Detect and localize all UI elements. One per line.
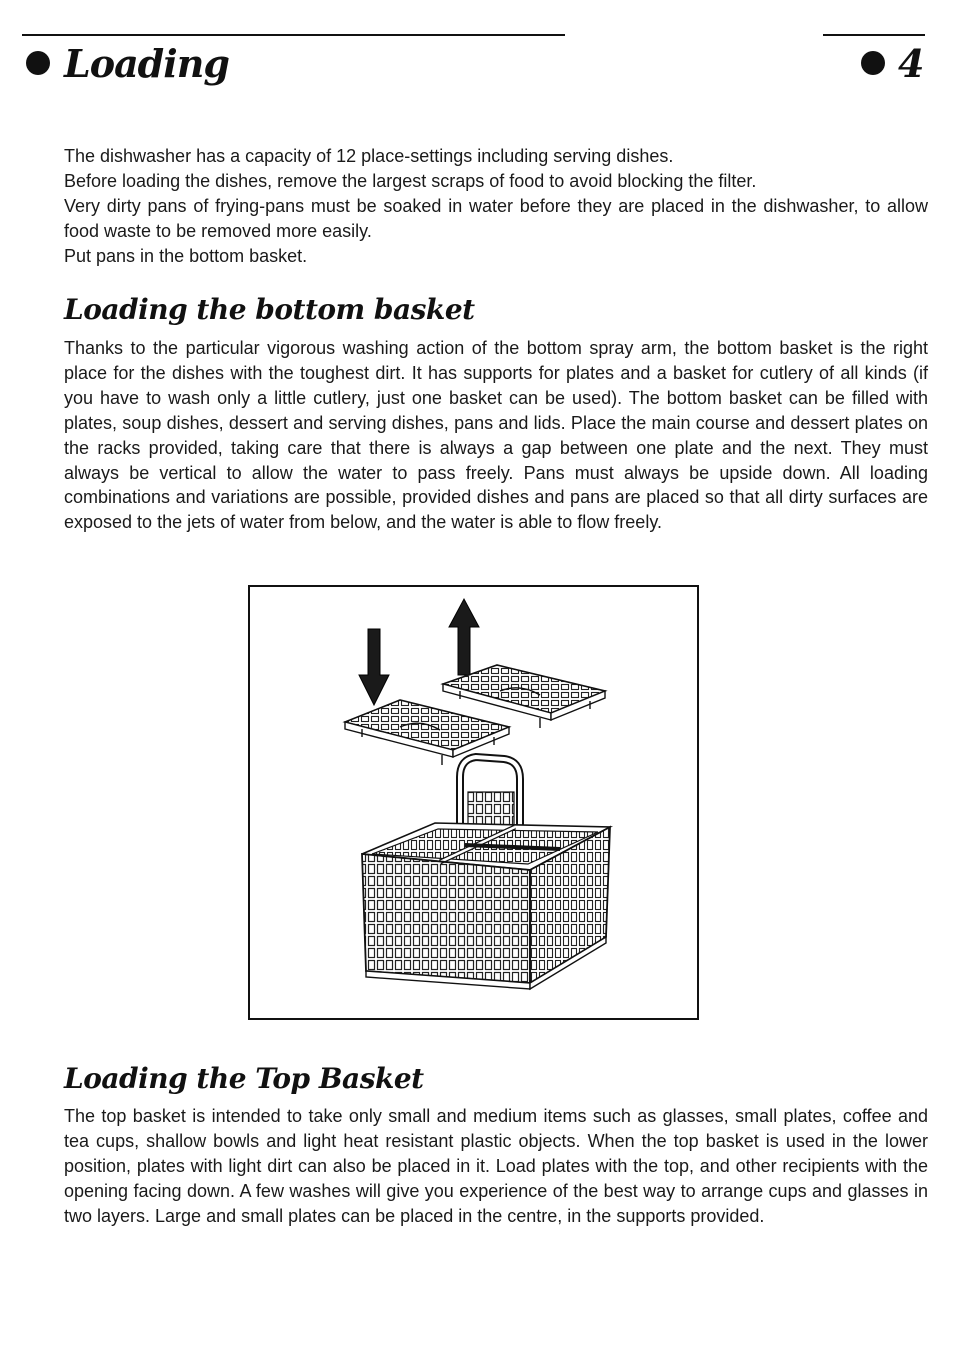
intro-paragraph: Before loading the dishes, remove the largest scraps of food to avoid blocking the filter. <box>64 171 757 191</box>
intro-paragraph: The dishwasher has a capacity of 12 place-settings including serving dishes. <box>64 146 674 166</box>
header-rule-left <box>22 34 565 36</box>
section-heading-bottom-basket: Loading the bottom basket <box>64 293 475 326</box>
intro-paragraph: Very dirty pans of frying-pans must be soaked in water before they are placed in the dishwasher, to allow food waste to be removed more easily. <box>64 196 928 241</box>
section-heading-top-basket: Loading the Top Basket <box>64 1062 424 1095</box>
cutlery-basket-illustration <box>250 587 697 1018</box>
header-bullet-right <box>861 51 885 75</box>
cutlery-basket-figure <box>248 585 699 1020</box>
intro-section <box>64 144 928 269</box>
intro-paragraph: Put pans in the bottom basket. <box>64 246 308 266</box>
up-arrow-icon <box>449 599 479 675</box>
bottom-basket-paragraph: Thanks to the particular vigorous washing action of the bottom spray arm, the bottom basket is the right place for the dishes with the toughest dirt. It has supports for plates and a basket for cutlery of all kinds (if you have to wash only a little cutlery, just one basket can be used). The bottom basket can be filled with plates, soup dishes, dessert and serving dishes, pans and lids. Place the main course and dessert plates on the racks provided, taking care that there is always a gap between one plate and the next. They must always be vertical to allow the water to pass freely. Pans must always be upside down. All loading combinations and variations are possible, provided dishes and pans are placed so that all dirty surfaces are exposed to the jets of water from below, and the water is able to flow freely. <box>64 338 928 533</box>
cutlery-basket-body <box>362 823 610 989</box>
page-number: 4 <box>898 41 925 86</box>
down-arrow-icon <box>359 629 389 705</box>
top-basket-paragraph: The top basket is intended to take only small and medium items such as glasses, small plates, coffee and tea cups, shallow bowls and light heat resistant plastic objects. When the top basket is used in the lower position, plates with light dirt can also be placed in it. Load plates with the top, and other recipients with the opening facing down. A few washes will give you experience of the best way to arrange cups and glasses in two layers. Large and small plates can be placed in the centre, in the supports provided. <box>64 1106 928 1226</box>
header-rule-right <box>823 34 925 36</box>
header-bullet-left <box>26 51 50 75</box>
page-title: Loading <box>64 41 229 86</box>
